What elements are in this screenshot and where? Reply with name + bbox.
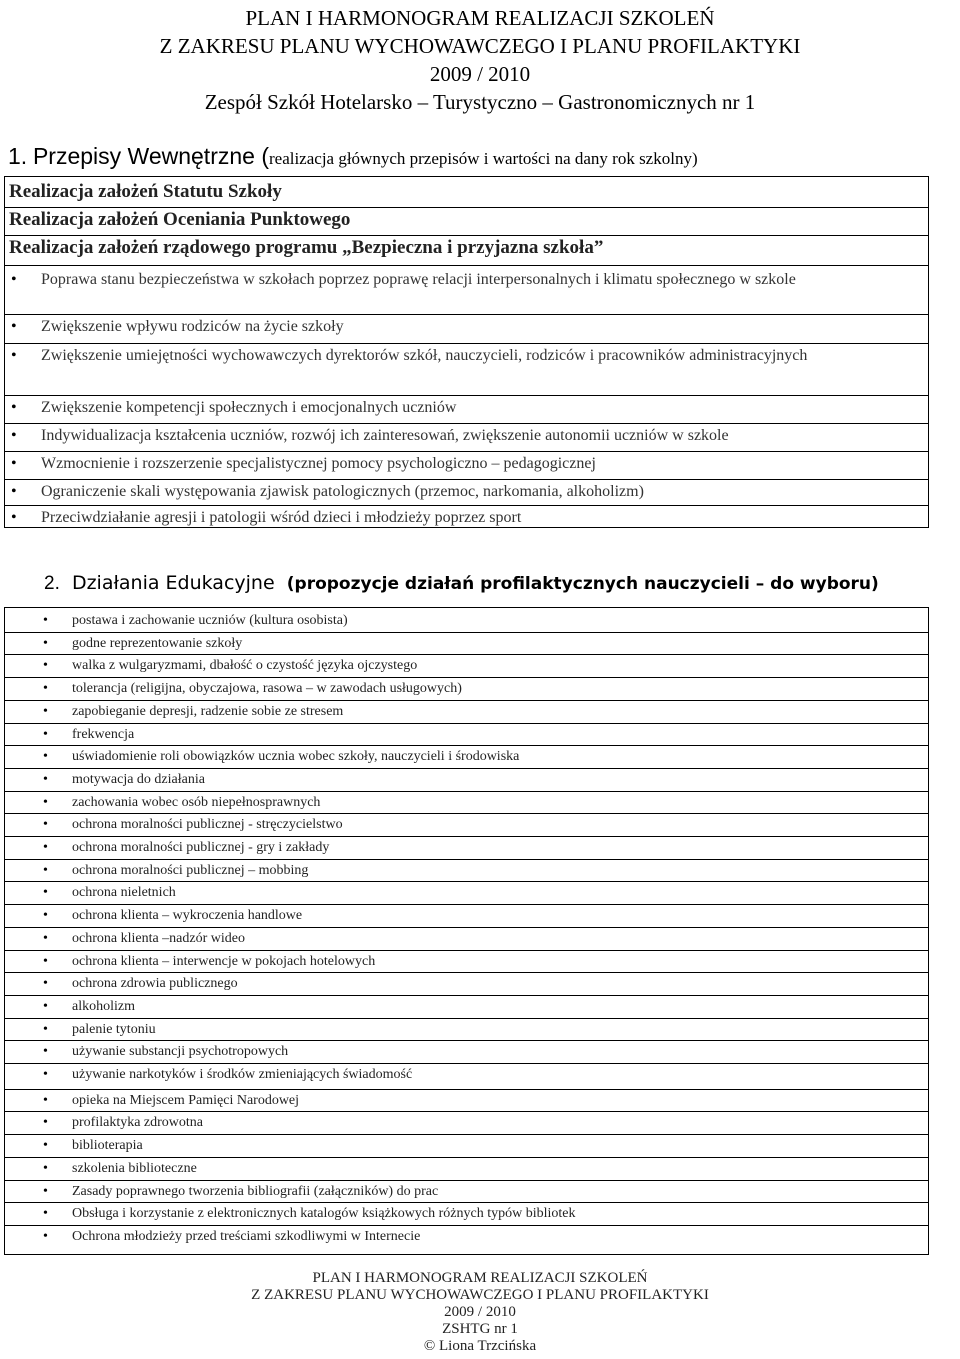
bullet-icon: • — [43, 1021, 48, 1037]
page-footer — [0, 1270, 960, 1355]
bullet-icon: • — [43, 794, 48, 810]
divider — [5, 1063, 928, 1064]
list-item-text: Poprawa stanu bezpieczeństwa w szkołach poprzez poprawę relacji interpersonalnych i klimatu społecznego w szkole — [41, 271, 796, 288]
footer-line-2: Z ZAKRESU PLANU WYCHOWAWCZEGO I PLANU PROFILAKTYKI — [251, 1287, 709, 1303]
list-item-text: Zwiększenie wpływu rodziców na życie szkoły — [41, 318, 344, 335]
list-item-text: ochrona klienta –nadzór wideo — [72, 930, 245, 946]
bullet-icon: • — [43, 681, 48, 697]
list-item-text: szkolenia biblioteczne — [72, 1160, 197, 1176]
title-line-4: Zespół Szkół Hotelarsko – Turystyczno – Gastronomicznych nr 1 — [204, 90, 756, 114]
document-title — [0, 4, 960, 116]
divider — [5, 904, 928, 905]
divider — [5, 207, 928, 208]
bullet-icon: • — [11, 483, 17, 500]
divider — [5, 1157, 928, 1158]
divider — [5, 745, 928, 746]
footer-line-1: PLAN I HARMONOGRAM REALIZACJI SZKOLEŃ — [312, 1270, 648, 1286]
bullet-icon: • — [43, 817, 48, 833]
bullet-icon: • — [43, 658, 48, 674]
section-2-title: Działania Edukacyjne — [71, 572, 275, 594]
bullet-icon: • — [43, 1138, 48, 1154]
bullet-icon: • — [43, 1044, 48, 1060]
bullet-icon: • — [11, 347, 17, 364]
bullet-icon: • — [43, 1160, 48, 1176]
section-2-heading — [44, 572, 879, 595]
list-item-text: zachowania wobec osób niepełnosprawnych — [72, 794, 321, 810]
bullet-icon: • — [43, 998, 48, 1014]
list-item-text: profilaktyka zdrowotna — [72, 1115, 204, 1131]
list-item-text: Ograniczenie skali występowania zjawisk patologicznych (przemoc, narkomania, alkoholizm) — [41, 483, 644, 500]
title-line-3: 2009 / 2010 — [429, 62, 531, 86]
bullet-icon: • — [11, 427, 17, 444]
bullet-icon: • — [11, 455, 17, 472]
list-item-text: Zasady poprawnego tworzenia bibliografii (załączników) do prac — [72, 1183, 439, 1199]
divider — [5, 995, 928, 996]
list-item-text: opieka na Miejscem Pamięci Narodowej — [72, 1092, 300, 1108]
section-2-box — [4, 607, 929, 1255]
list-item-text: ochrona klienta – wykroczenia handlowe — [72, 908, 303, 924]
bullet-icon: • — [43, 953, 48, 969]
section-1-box — [4, 176, 929, 528]
list-item-text: ochrona moralności publicznej - gry i zakłady — [72, 840, 330, 855]
section-1-subtitle: realizacja głównych przepisów i wartości na dany rok szkolny) — [268, 149, 698, 168]
list-item-text: ochrona moralności publicznej – mobbing — [72, 862, 309, 878]
list-item-text: ochrona nieletnich — [72, 885, 176, 901]
divider — [5, 423, 928, 424]
section-1-title: Przepisy Wewnętrzne ( — [32, 143, 269, 169]
list-item-text: Indywidualizacja kształcenia uczniów, rozwój ich zainteresowań, zwiększenie autonomii uczniów w szkole — [41, 427, 729, 444]
bullet-icon: • — [11, 509, 17, 526]
list-item-text: ochrona zdrowia publicznego — [72, 976, 238, 992]
bullet-icon: • — [43, 613, 48, 628]
list-item-text: używanie narkotyków i środków zmieniających świadomość — [72, 1067, 413, 1082]
list-item-text: godne reprezentowanie szkoły — [72, 635, 243, 651]
bullet-icon: • — [43, 885, 48, 901]
bullet-icon: • — [11, 399, 17, 416]
list-item-text: biblioterapia — [72, 1138, 143, 1154]
divider — [5, 791, 928, 792]
list-item-text: zapobieganie depresji, radzenie sobie ze stresem — [72, 703, 344, 719]
divider — [5, 1111, 928, 1112]
divider — [5, 343, 928, 344]
bullet-icon: • — [43, 862, 48, 878]
list-item-text: uświadomienie roli obowiązków ucznia wobec szkoły, nauczycieli i środowiska — [72, 749, 520, 765]
section-1-number: 1. — [8, 143, 28, 169]
list-item-text: walka z wulgaryzmami, dbałość o czystość języka ojczystego — [72, 658, 418, 674]
footer-copyright: © Liona Trzcińska — [423, 1338, 537, 1354]
divider — [5, 395, 928, 396]
divider — [5, 632, 928, 633]
list-item-text: Przeciwdziałanie agresji i patologii wśród dzieci i młodzieży poprzez sport — [41, 509, 522, 526]
list-item-text: Zwiększenie kompetencji społecznych i emocjonalnych uczniów — [41, 399, 457, 416]
divider — [5, 1134, 928, 1135]
divider — [5, 479, 928, 480]
bullet-icon: • — [43, 1183, 48, 1199]
footer-line-3: 2009 / 2010 — [444, 1304, 516, 1320]
title-line-1: PLAN I HARMONOGRAM REALIZACJI SZKOLEŃ — [245, 6, 715, 30]
divider — [5, 1089, 928, 1090]
list-item — [5, 269, 928, 313]
bullet-icon: • — [43, 1067, 48, 1082]
bullet-icon: • — [43, 1206, 48, 1222]
divider — [5, 235, 928, 236]
divider — [5, 1180, 928, 1181]
list-item-text: frekwencja — [72, 726, 135, 742]
bullet-icon: • — [43, 976, 48, 992]
divider — [5, 881, 928, 882]
bullet-icon: • — [43, 1228, 48, 1244]
bullet-icon: • — [43, 726, 48, 742]
divider — [5, 1202, 928, 1203]
divider — [5, 836, 928, 837]
divider — [5, 950, 928, 951]
footer-line-4: ZSHTG nr 1 — [442, 1321, 518, 1337]
list-item-text: Wzmocnienie i rozszerzenie specjalistycznej pomocy psychologiczno – pedagogicznej — [41, 455, 596, 472]
list-item-text: tolerancja (religijna, obyczajowa, rasowa – w zawodach usługowych) — [72, 681, 462, 697]
list-item-text: Obsługa i korzystanie z elektronicznych katalogów książkowych różnych typów bibliotek — [72, 1206, 576, 1222]
list-item-text: Zwiększenie umiejętności wychowawczych dyrektorów szkół, nauczycieli, rodziców i pracowników administracyjnych — [41, 347, 808, 364]
bullet-icon: • — [11, 318, 17, 335]
divider — [5, 314, 928, 315]
divider — [5, 677, 928, 678]
divider — [5, 265, 928, 266]
section-1-heading — [8, 143, 698, 170]
divider — [5, 723, 928, 724]
divider — [5, 654, 928, 655]
bullet-icon: • — [43, 749, 48, 765]
divider — [5, 813, 928, 814]
list-item-text: palenie tytoniu — [72, 1021, 156, 1037]
divider — [5, 972, 928, 973]
divider — [5, 1225, 928, 1226]
bullet-icon: • — [43, 1092, 48, 1108]
list-item-text: Ochrona młodzieży przed treściami szkodliwymi w Internecie — [72, 1228, 421, 1244]
bullet-icon: • — [43, 1115, 48, 1131]
list-item-text: motywacja do działania — [72, 771, 205, 787]
divider — [5, 700, 928, 701]
divider — [5, 859, 928, 860]
bullet-icon: • — [43, 908, 48, 924]
divider — [5, 1018, 928, 1019]
list-item-text: używanie substancji psychotropowych — [72, 1044, 289, 1060]
divider — [5, 1040, 928, 1041]
section-1-heading-statut: Realizacja założeń Statutu Szkoły — [9, 181, 282, 202]
section-1-heading-ocenianie: Realizacja założeń Oceniania Punktowego — [9, 209, 351, 230]
bullet-icon: • — [11, 271, 17, 288]
bullet-icon: • — [43, 771, 48, 787]
section-2-subtitle: (propozycje działań profilaktycznych nauczycieli – do wyboru) — [286, 574, 879, 594]
section-1-heading-program: Realizacja założeń rządowego programu „Bezpieczna i przyjazna szkoła” — [9, 237, 604, 258]
section-2-number: 2. — [44, 573, 60, 594]
bullet-icon: • — [43, 840, 48, 855]
list-item-text: alkoholizm — [72, 998, 135, 1014]
divider — [5, 768, 928, 769]
title-line-2: Z ZAKRESU PLANU WYCHOWAWCZEGO I PLANU PROFILAKTYKI — [159, 34, 801, 58]
list-item-text: ochrona moralności publicznej - stręczycielstwo — [72, 817, 343, 833]
list-item-text: postawa i zachowanie uczniów (kultura osobista) — [72, 613, 348, 628]
bullet-icon: • — [43, 930, 48, 946]
list-item-text: ochrona klienta – interwencje w pokojach hotelowych — [72, 953, 376, 969]
bullet-icon: • — [43, 703, 48, 719]
divider — [5, 927, 928, 928]
bullet-icon: • — [43, 635, 48, 651]
divider — [5, 505, 928, 506]
divider — [5, 451, 928, 452]
